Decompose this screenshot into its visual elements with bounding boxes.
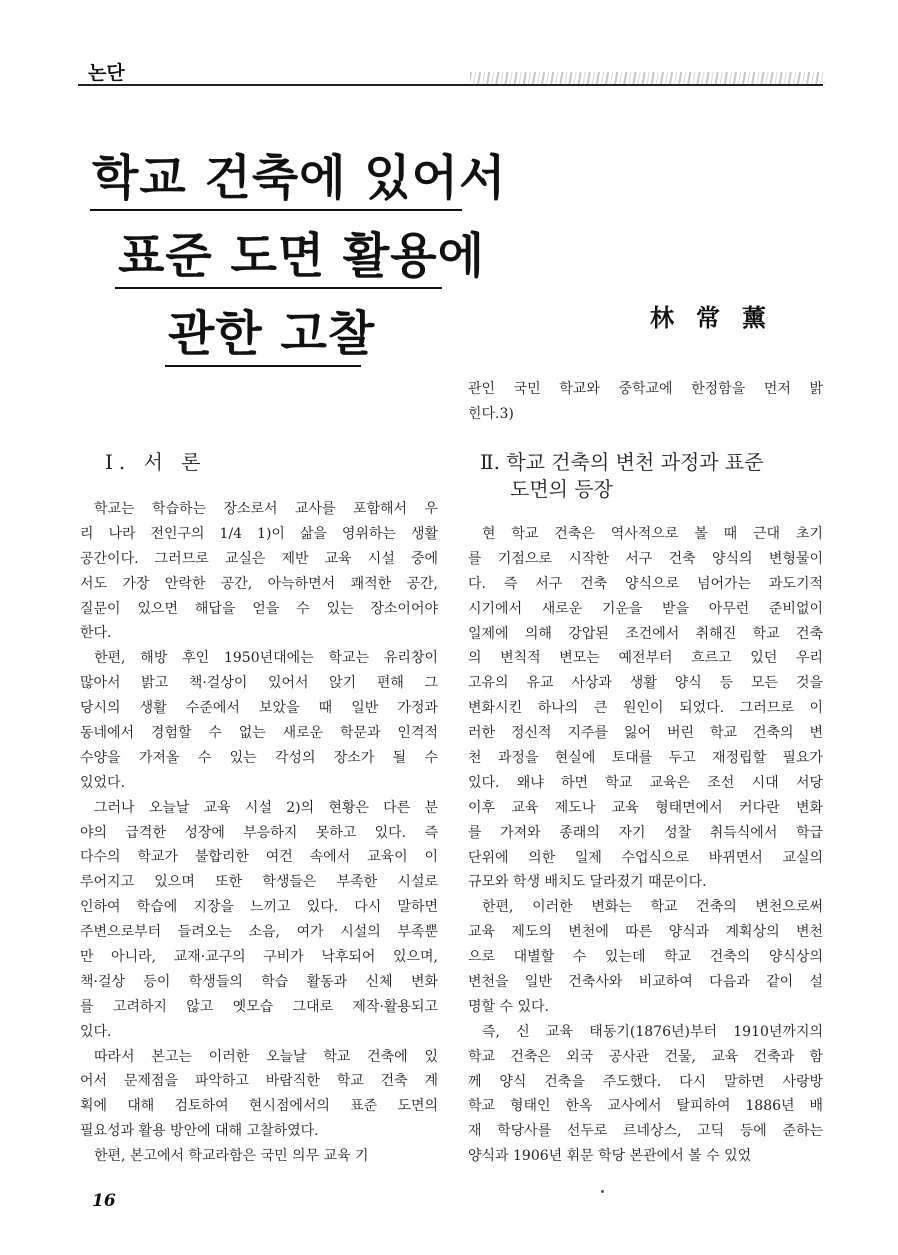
text-line: 책·걸상 등이 학생들의 학습 활동과 신체 변화: [80, 973, 438, 990]
text-line: 어서 문제점을 파악하고 바람직한 학교 건축 계: [80, 1073, 438, 1090]
print-speck: [601, 1190, 604, 1193]
text-line: 야의 급격한 성장에 부응하지 못하고 있다. 즉: [80, 824, 438, 841]
text-line: 의 변칙적 변모는 예전부터 흐르고 있던 우리: [468, 650, 823, 667]
text-line: 학교 건축은 외국 공사관 건물, 교육 건축과 함: [468, 1048, 823, 1065]
text-line: 한다.: [80, 625, 112, 642]
text-line: 현 학교 건축은 역사적으로 볼 때 근대 초기: [482, 526, 823, 542]
right-intro-text: [468, 377, 823, 427]
text-line: 규모와 학생 배치도 달라졌기 때문이다.: [468, 874, 707, 891]
text-line: 있다. 왜냐 하면 학교 교육은 조선 시대 서당: [468, 774, 823, 791]
text-line: 있었다.: [80, 774, 126, 791]
author-name: 林常薰: [650, 304, 788, 332]
text-line: 변천을 일반 건축사와 비교하여 다음과 같이 설: [468, 974, 823, 991]
text-line: 러한 정신적 지주를 잃어 버린 학교 건축의 변: [468, 725, 823, 742]
text-line: 주변으로부터 들려오는 소음, 여가 시설의 부족뿐: [80, 924, 438, 941]
text-line: 만 아니라, 교재·교구의 구비가 낙후되어 있으며,: [80, 949, 438, 966]
section-1-body: [80, 497, 438, 1169]
title-underline-3: [165, 365, 361, 367]
text-line: 께 양식 건축을 주도했다. 다시 말하면 사랑방: [468, 1073, 823, 1090]
text-line: 으로 대별할 수 있는데 학교 건축의 양식상의: [468, 949, 823, 966]
section-2-heading-line-1: Ⅱ. 학교 건축의 변천 과정과 표준: [480, 450, 764, 474]
page-number: 16: [92, 1191, 116, 1211]
text-line: 교육 제도의 변천에 따른 양식과 계획상의 변천: [468, 924, 823, 941]
text-line: 한편, 이러한 변화는 학교 건축의 변천으로써: [482, 899, 823, 916]
text-line: 공간이다. 그러므로 교실은 제반 교육 시설 중에: [80, 550, 438, 567]
text-line: 있다.: [80, 1023, 112, 1040]
text-line: 힌다.3): [468, 405, 514, 422]
text-line: 당시의 생활 수준에서 보았을 때 일반 가정과: [80, 700, 438, 717]
text-line: 를 고려하지 않고 옛모습 그대로 제작·활용되고: [80, 998, 438, 1015]
text-line: 수양을 가져올 수 있는 각성의 장소가 될 수: [80, 749, 438, 766]
title-underline-2: [115, 287, 442, 289]
text-line: 천 과정을 현실에 토대를 두고 재정립할 필요가: [468, 750, 823, 767]
text-line: 한편, 해방 후인 1950년대에는 학교는 유리창이: [94, 650, 438, 667]
text-line: 학교는 학습하는 장소로서 교사를 포함해서 우: [94, 501, 438, 517]
article-title-line-2: 표준 도면 활용에: [118, 228, 485, 284]
text-line: 동네에서 경험할 수 없는 새로운 학문과 인격적: [80, 725, 438, 742]
text-line: 많아서 밝고 책·걸상이 있어서 앉기 편해 그: [80, 675, 438, 692]
text-line: 한편, 본고에서 학교라함은 국민 의무 교육 기: [94, 1148, 369, 1165]
header-decoration: [470, 72, 825, 84]
text-line: 리 나라 전인구의 1/4 1)이 삶을 영위하는 생활: [80, 525, 438, 542]
text-line: 서도 가장 안락한 공간, 아늑하면서 쾌적한 공간,: [80, 575, 438, 592]
text-line: 필요성과 활용 방안에 대해 고찰하였다.: [80, 1123, 319, 1140]
text-line: 질문이 있으면 해답을 얻을 수 있는 장소이어야: [80, 600, 438, 617]
text-line: 인하여 학습에 지장을 느끼고 있다. 다시 말하면: [80, 899, 438, 916]
text-line: 재 학당사를 선두로 르네상스, 고딕 등에 준하는: [468, 1123, 823, 1140]
section-1-heading: Ⅰ. 서 론: [105, 450, 207, 474]
text-line: 루어지고 있으며 또한 학생들은 부족한 시설로: [80, 874, 438, 891]
text-line: 그러나 오늘날 교육 시설 2)의 현황은 다른 분: [94, 799, 438, 816]
article-title-line-3: 관한 고찰: [168, 306, 376, 362]
text-line: 명할 수 있다.: [468, 998, 549, 1015]
text-line: 를 가져와 종래의 자기 성찰 취득식에서 학급: [468, 824, 823, 841]
text-line: 관인 국민 학교와 중학교에 한정함을 먼저 밝: [468, 381, 823, 397]
section-2-body: [468, 522, 823, 1169]
text-line: 획에 대해 검토하여 현시점에서의 표준 도면의: [80, 1098, 438, 1115]
text-line: 다. 즉 서구 건축 양식으로 넘어가는 과도기적: [468, 575, 823, 592]
article-title-line-1: 학교 건축에 있어서: [92, 150, 507, 206]
text-line: 고유의 유교 사상과 생활 양식 등 모든 것을: [468, 675, 823, 692]
text-line: 를 기점으로 시작한 서구 건축 양식의 변형물이: [468, 550, 823, 567]
title-underline-1: [90, 209, 462, 211]
text-line: 일제에 의해 강압된 조건에서 취해진 학교 건축: [468, 625, 823, 642]
text-line: 학교 형태인 한옥 교사에서 탈피하여 1886년 배: [468, 1098, 823, 1115]
header-rule: [78, 84, 823, 86]
text-line: 즉, 신 교육 태동기(1876년)부터 1910년까지의: [482, 1023, 823, 1040]
text-line: 변화시킨 하나의 큰 원인이 되었다. 그러므로 이: [468, 700, 823, 717]
text-line: 단위에 의한 일제 수업식으로 바뀌면서 교실의: [468, 849, 823, 866]
text-line: 이후 교육 제도나 교육 형태면에서 커다란 변화: [468, 799, 823, 816]
section-2-heading-line-2: 도면의 등장: [510, 477, 613, 501]
text-line: 시기에서 새로운 기운을 받을 아무런 준비없이: [468, 600, 823, 617]
section-label: 논단: [88, 62, 125, 84]
text-line: 따라서 본고는 이러한 오늘날 학교 건축에 있: [94, 1048, 438, 1065]
text-line: 다수의 학교가 불합리한 여건 속에서 교육이 이: [80, 849, 438, 866]
text-line: 양식과 1906년 휘문 학당 본관에서 볼 수 있었: [468, 1148, 752, 1165]
